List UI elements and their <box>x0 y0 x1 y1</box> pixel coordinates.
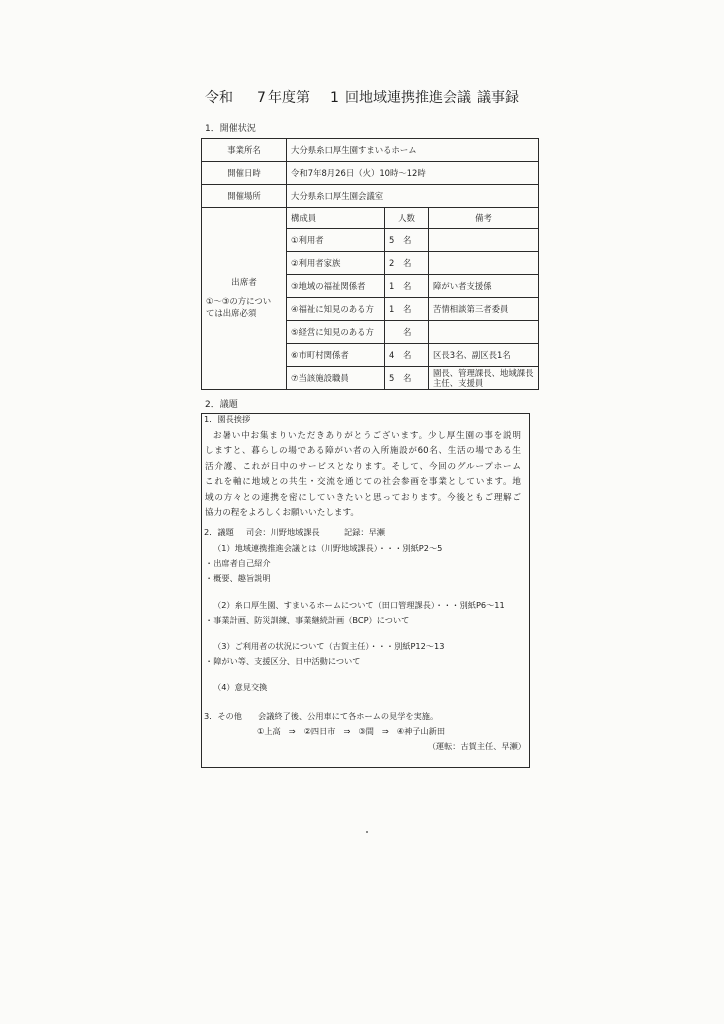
member-count <box>385 298 429 321</box>
member-count <box>385 229 429 252</box>
count-unit: 名 <box>403 304 412 314</box>
count-value: 5 <box>389 373 395 383</box>
greeting-heading: 1．園長挨拶 <box>204 414 251 424</box>
topics-recorder: 記録：早瀬 <box>344 526 385 537</box>
remarks-line: 障がい者支援係 <box>433 281 492 291</box>
other-heading: 3．その他 <box>204 710 242 721</box>
member-remarks <box>429 298 539 321</box>
datetime-label: 開催日時 <box>202 162 287 185</box>
greeting-line: 協力の程をよろしくお願いいたします。 <box>205 508 360 518</box>
topic-title: （4）意見交換 <box>213 681 268 692</box>
drivers-note: （運転：古賀主任、早瀬） <box>427 740 526 751</box>
venue-row <box>202 185 539 208</box>
attendee-header-row <box>202 208 539 229</box>
member-type: ⑤経営に知見のある方 <box>287 321 385 344</box>
member-count <box>385 344 429 367</box>
member-type: ④福祉に知見のある方 <box>287 298 385 321</box>
greeting-line: 活介護、これが日中のサービスとなります。そして、今回のグループホーム <box>205 461 521 472</box>
route-stop: ①上高 <box>257 725 281 736</box>
route-stop: ③間 <box>358 725 374 736</box>
topics-chair: 司会：川野地域課長 <box>246 526 320 537</box>
topic-bullet: ・概要、趣旨説明 <box>205 572 271 583</box>
greeting-line: これを軸に地域との共生・交流を通じての社会参画を事業としています。地 <box>205 477 521 487</box>
route-arrow-icon: ⇒ <box>381 725 389 736</box>
facility-row <box>202 139 539 162</box>
count-unit: 名 <box>403 373 412 383</box>
member-count <box>385 321 429 344</box>
topic-bullet: ・事業計画、防災訓練、事業継続計画（BCP）について <box>205 614 410 625</box>
member-remarks <box>429 367 539 390</box>
tour-route <box>257 726 445 737</box>
count-unit: 名 <box>403 258 412 268</box>
other-text: 会議終了後、公用車にて各ホームの見学を実施。 <box>258 710 439 721</box>
venue-label: 開催場所 <box>202 185 287 208</box>
header-count: 人数 <box>385 208 429 229</box>
greeting-line: お暑い中お集まりいただきありがとうございます。少し厚生園の事を説明 <box>213 430 521 441</box>
member-remarks <box>429 344 539 367</box>
member-remarks <box>429 252 539 275</box>
title-era: 令和 <box>205 90 233 106</box>
topic-title: （3）ご利用者の状況について（古賀主任）・・・別紙P12～13 <box>213 640 445 651</box>
section-heading-agenda: 2．議題 <box>205 400 238 410</box>
route-stop: ④神子山新田 <box>396 725 446 736</box>
attendees-note-line: ①～③の方につい <box>206 296 272 306</box>
topic-bullet: ・出席者自己紹介 <box>205 557 271 568</box>
member-remarks <box>429 275 539 298</box>
member-type: ③地域の福祉関係者 <box>287 275 385 298</box>
title-number: 1 <box>330 90 339 106</box>
datetime-row <box>202 162 539 185</box>
attendees-label: 出席者 <box>231 278 257 288</box>
greeting-line: 域の方々との連携を密にしていきたいと思っております。今後ともご理解ご <box>205 492 521 503</box>
topic-title: （2）糸口厚生園、すまいるホームについて（田口管理課長）・・・別紙P6～11 <box>213 599 505 610</box>
count-value: 1 <box>389 304 395 314</box>
section-heading-status: 1．開催状況 <box>205 124 256 134</box>
member-type: ②利用者家族 <box>287 252 385 275</box>
title-year-suffix: 年度第 <box>268 90 310 106</box>
member-remarks <box>429 321 539 344</box>
remarks-line: 区長3名、副区長1名 <box>433 350 511 360</box>
facility-label: 事業所名 <box>202 139 287 162</box>
route-arrow-icon: ⇒ <box>343 725 351 736</box>
member-type: ①利用者 <box>287 229 385 252</box>
facility-value: 大分県糸口厚生園すまいるホーム <box>287 139 539 162</box>
remarks-line: 園長、管理課長、地域課長 <box>433 368 534 378</box>
title-year: 7 <box>257 90 266 106</box>
count-value: 1 <box>389 281 395 291</box>
attendees-note-line: ては出席必須 <box>206 308 257 318</box>
count-unit: 名 <box>403 281 412 291</box>
route-arrow-icon: ⇒ <box>288 725 296 736</box>
member-remarks <box>429 229 539 252</box>
datetime-value: 令和7年8月26日（火）10時～12時 <box>287 162 539 185</box>
member-type: ⑦当該施設職員 <box>287 367 385 390</box>
count-value: 5 <box>389 235 395 245</box>
topic-title: （1）地域連携推進会議とは（川野地域課長）・・・別紙P2～5 <box>213 542 443 553</box>
count-unit: 名 <box>403 327 412 337</box>
member-count <box>385 252 429 275</box>
title-doc-type: 議事録 <box>477 90 519 106</box>
count-unit: 名 <box>403 350 412 360</box>
topics-heading: 2．議題 <box>204 526 234 537</box>
agenda-box <box>201 413 530 768</box>
member-count <box>385 275 429 298</box>
count-unit: 名 <box>403 235 412 245</box>
member-count <box>385 367 429 390</box>
greeting-line: しますと、暮らしの場である障がい者の入所施設が60名、生活の場である生 <box>205 446 521 456</box>
status-table <box>201 138 539 390</box>
count-value: 2 <box>389 258 395 268</box>
count-value: 4 <box>389 350 395 360</box>
scan-speck <box>366 831 368 833</box>
topic-bullet: ・障がい等、支援区分、日中活動について <box>205 655 361 666</box>
header-member: 構成員 <box>287 208 385 229</box>
remarks-line: 主任、支援員 <box>433 378 484 388</box>
title-meeting-name: 回地域連携推進会議 <box>345 90 471 106</box>
remarks-line: 苦情相談第三者委員 <box>433 304 509 314</box>
member-type: ⑥市町村関係者 <box>287 344 385 367</box>
header-remarks: 備考 <box>429 208 539 229</box>
attendees-cell <box>202 208 287 390</box>
venue-value: 大分県糸口厚生園会議室 <box>287 185 539 208</box>
route-stop: ②四日市 <box>303 725 336 736</box>
